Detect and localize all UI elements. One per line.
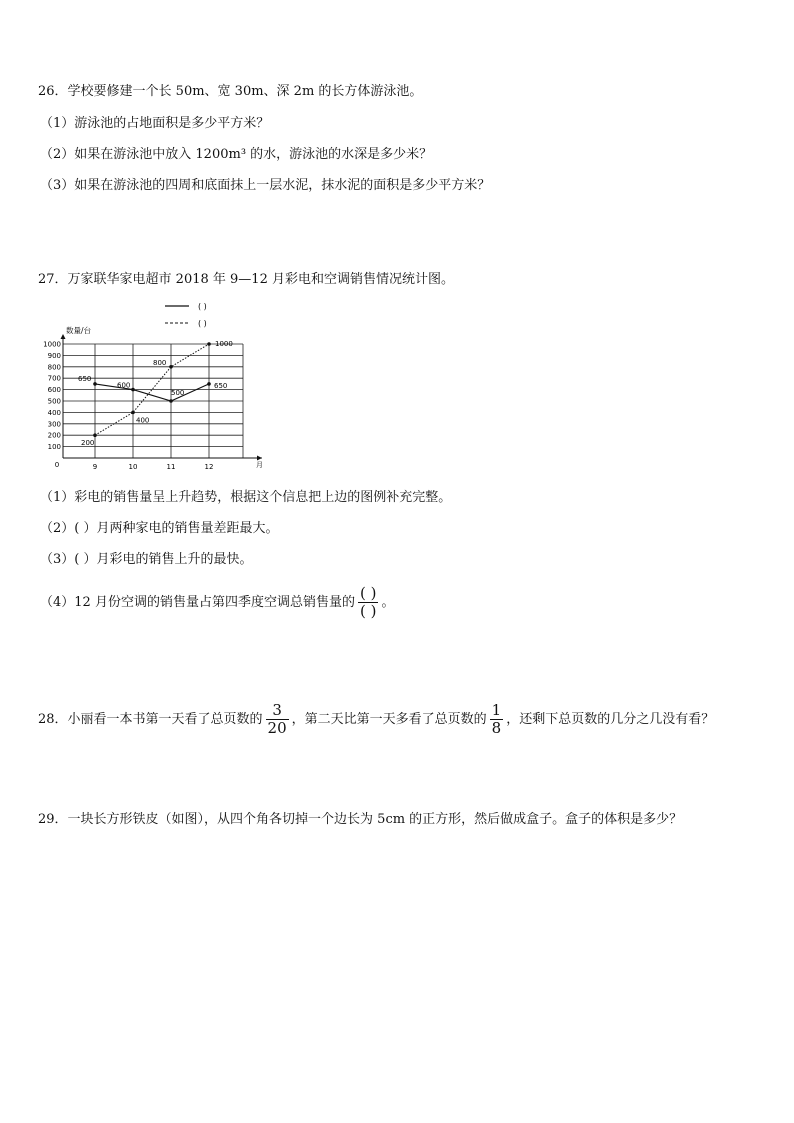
fraction-3-20 — [266, 702, 289, 737]
data-point — [169, 365, 173, 369]
q28-text-b: ，第二天比第一天多看了总页数的 — [291, 712, 487, 727]
data-label: 500 — [171, 389, 185, 397]
data-point — [93, 433, 97, 437]
q28-text-c: ，还剩下总页数的几分之几没有看？ — [506, 712, 715, 727]
data-point — [207, 382, 211, 386]
chart-legend — [165, 302, 207, 328]
legend-solid-label: ( ) — [198, 302, 207, 311]
fraction-numerator: 1 — [491, 701, 502, 719]
q27-answer-fraction — [358, 585, 378, 620]
chart-series — [78, 340, 233, 447]
fraction-numerator: 3 — [266, 702, 289, 720]
y-tick-label: 400 — [47, 408, 61, 417]
y-tick-label: 200 — [47, 431, 61, 440]
sales-line-chart — [38, 296, 268, 476]
q27-part2: （2）( ）月两种家电的销售量差距最大。 — [40, 521, 279, 536]
data-label: 200 — [81, 439, 95, 448]
series-line-solid — [95, 381, 209, 401]
fraction-denominator: 8 — [491, 719, 502, 737]
data-label: 650 — [78, 374, 92, 383]
fraction-numerator-blank: ( ) — [359, 584, 377, 602]
data-point — [207, 342, 211, 346]
q27-part1: （1）彩电的销售量呈上升趋势，根据这个信息把上边的图例补充完整。 — [40, 490, 452, 505]
q26-part2: （2）如果在游泳池中放入 1200m³ 的水，游泳池的水深是多少米？ — [40, 147, 433, 162]
data-label: 600 — [117, 381, 131, 390]
fraction-denominator: 20 — [267, 719, 287, 737]
y-tick-label: 300 — [47, 420, 61, 429]
data-point — [131, 411, 135, 415]
y-tick-label: 900 — [47, 351, 61, 360]
data-point — [131, 388, 135, 392]
q27-part3: （3）( ）月彩电的销售上升的最快。 — [40, 552, 253, 567]
q26-part3: （3）如果在游泳池的四周和底面抹上一层水泥，抹水泥的面积是多少平方米？ — [40, 178, 491, 193]
data-point — [169, 399, 173, 403]
fraction-denominator-blank: ( ) — [359, 602, 377, 620]
data-label: 800 — [153, 358, 167, 367]
y-tick-label: 700 — [47, 374, 61, 383]
q26-stem: 26．学校要修建一个长 50m、宽 30m、深 2m 的长方体游泳池。 — [38, 84, 423, 99]
x-tick-label: 9 — [92, 463, 98, 471]
data-label: 650 — [214, 381, 228, 390]
x-tick-label: 12 — [204, 463, 214, 471]
q27-part4 — [40, 585, 394, 620]
y-tick-label: 800 — [47, 363, 61, 372]
q27-stem: 27．万家联华家电超市 2018 年 9—12 月彩电和空调销售情况统计图。 — [38, 272, 454, 287]
q27-part4-end: 。 — [381, 595, 395, 610]
data-label: 400 — [136, 416, 150, 425]
legend-dashed-label: ( ) — [198, 319, 207, 328]
q28-text-a: 28．小丽看一本书第一天看了总页数的 — [38, 712, 263, 727]
y-tick-label: 500 — [47, 397, 61, 406]
y-tick-label: 1000 — [43, 340, 61, 349]
y-tick-label: 100 — [47, 443, 61, 452]
q28-stem — [38, 702, 714, 737]
q29-stem: 29．一块长方形铁皮（如图），从四个角各切掉一个边长为 5cm 的正方形，然后做成盒子。盒子的体积是多少？ — [38, 812, 683, 827]
x-axis-label: 月 — [256, 461, 263, 469]
data-point — [93, 382, 97, 386]
y-tick-label: 600 — [47, 386, 61, 395]
x-axis-arrow — [257, 456, 262, 461]
x-tick-label: 10 — [128, 463, 138, 471]
origin-label: 0 — [54, 461, 60, 469]
x-tick-label: 11 — [166, 463, 176, 471]
fraction-1-8 — [490, 702, 504, 737]
q27-part4-text: （4）12 月份空调的销售量占第四季度空调总销售量的 — [40, 595, 355, 610]
y-axis-label: 数量/台 — [66, 326, 92, 335]
y-axis-arrow — [61, 334, 66, 339]
data-label: 1000 — [215, 340, 233, 348]
q26-part1: （1）游泳池的占地面积是多少平方米？ — [40, 116, 270, 131]
